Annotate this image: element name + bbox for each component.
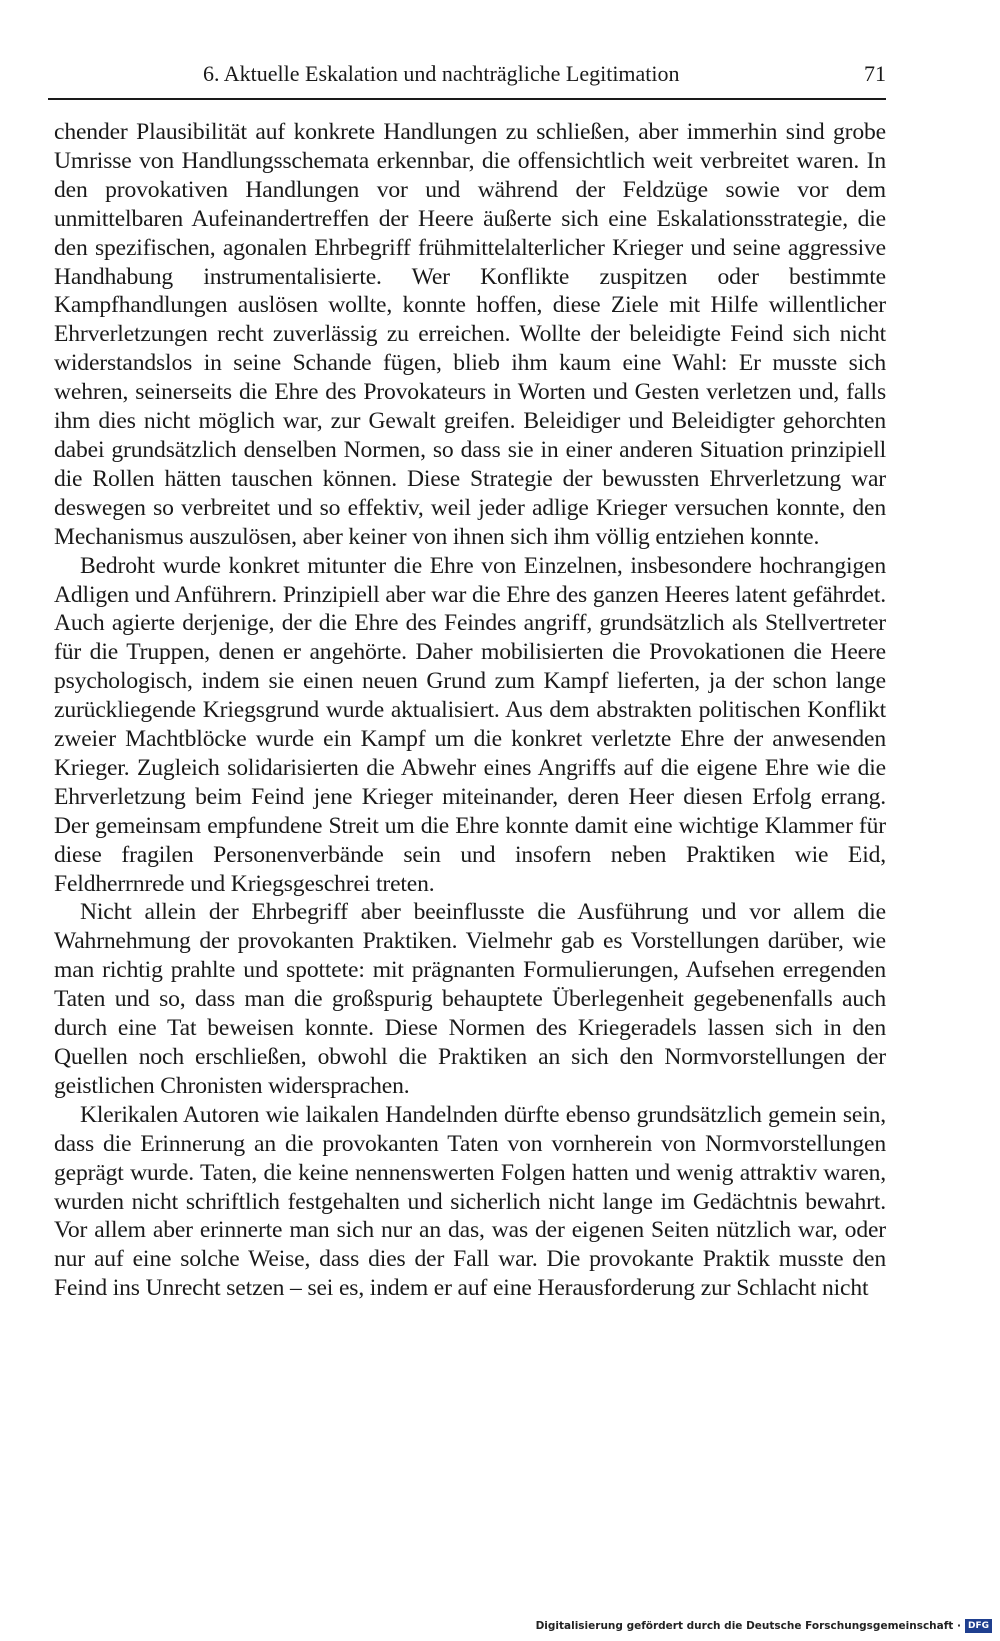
running-header	[48, 58, 886, 100]
paragraph-3: Nicht allein der Ehrbegriff aber beeinflusste die Ausführung und vor allem die Wahrnehmung der provokanten Praktiken. Vielmehr gab es Vorstellungen darüber, wie man richtig prahlte und spottete: mit prägnanten Formulierungen, Aufsehen erregenden Taten und so, dass man die großspurig behauptete Überlegenheit gegebenenfalls auch durch eine Tat beweisen konnte. Diese Normen des Kriegeradels lassen sich in den Quellen noch erschließen, obwohl die Praktiken an sich den Normvorstellungen der geistlichen Chronisten widersprachen.	[54, 899, 886, 1099]
paragraph-2: Bedroht wurde konkret mitunter die Ehre von Einzelnen, insbesondere hochrangigen Adligen und Anführern. Prinzipiell aber war die Ehre des ganzen Heeres latent gefährdet. Auch agierte derjenige, der die Ehre des Feindes angriff, grundsätzlich als Stellvertreter für die Truppen, denen er angehörte. Daher mobilisierten die Provokationen die Heere psychologisch, indem sie einen neuen Grund zum Kampf lieferten, ja der schon lange zurückliegende Kriegsgrund wurde aktualisiert. Aus dem abstrakten politischen Konflikt zweier Machtblöcke wurde ein Kampf um die konkret verletzte Ehre der anwesenden Krieger. Zugleich solidarisierten die Abwehr eines Angriffs auf die eigene Ehre wie die Ehrverletzung beim Feind jene Krieger miteinander, deren Heer diesen Erfolg errang. Der gemeinsam empfundene Streit um die Ehre konnte damit eine wichtige Klammer für diese fragilen Personenverbände sein und insofern neben Praktiken wie Eid, Feldherrnrede und Kriegsgeschrei treten.	[54, 552, 886, 897]
paragraph-4: Klerikalen Autoren wie laikalen Handelnden dürfte ebenso grundsätzlich gemein sein, dass die Erinnerung an die provokanten Taten von vornherein von Normvorstellungen geprägt wurde. Taten, die keine nennenswerten Folgen hatten und wenig attraktiv waren, wurden nicht schriftlich festgehalten und sicherlich nicht lange im Gedächtnis bewahrt. Vor allem aber erinnerte man sich nur an das, was der eigenen Seiten nützlich war, oder nur auf eine solche Weise, dass dies der Fall war. Die provokante Praktik musste den Feind ins Unrecht setzen – sei es, indem er auf eine Herausforderung zur Schlacht nicht	[54, 1101, 886, 1302]
dfg-logo: DFG	[965, 1619, 992, 1633]
credit-text: Digitalisierung gefördert durch die Deutsche Forschungsgemeinschaft ·	[535, 1620, 961, 1632]
paragraph-1: chender Plausibilität auf konkrete Handlungen zu schließen, aber immerhin sind grobe Umrisse von Handlungsschemata erkennbar, die offensichtlich weit verbreitet waren. In den provokativen Handlungen vor und während der Feldzüge sowie vor dem unmittelbaren Aufeinandertreffen der Heere äußerte sich eine Eskalationsstrategie, die den spezifischen, agonalen Ehrbegriff frühmittelalterlicher Krieger und seine aggressive Handhabung instrumentalisierte. Wer Konflikte zuspitzen oder bestimmte Kampfhandlungen auslösen wollte, konnte hoffen, diese Ziele mit Hilfe willentlicher Ehrverletzungen recht zuverlässig zu erreichen. Wollte der beleidigte Feind sich nicht widerstandslos in seine Schande fügen, blieb ihm kaum eine Wahl: Er musste sich wehren, seinerseits die Ehre des Provokateurs in Worten und Gesten verletzen und, falls ihm dies nicht möglich war, zur Gewalt greifen. Beleidiger und Beleidigter gehorchten dabei grundsätzlich denselben Normen, so dass sie in einer anderen Situation prinzipiell die Rollen hätten tauschen können. Diese Strategie der bewussten Ehrverletzung war deswegen so verbreitet und so effektiv, weil jeder adlige Krieger versuchen konnte, den Mechanismus auszulösen, aber keiner von ihnen sich ihm völlig entziehen konnte.	[54, 119, 886, 550]
digitization-credit	[536, 1617, 992, 1635]
page-number: 71	[864, 61, 886, 86]
running-title: 6. Aktuelle Eskalation und nachträgliche Legitimation	[203, 61, 680, 86]
body-text	[54, 118, 886, 1303]
